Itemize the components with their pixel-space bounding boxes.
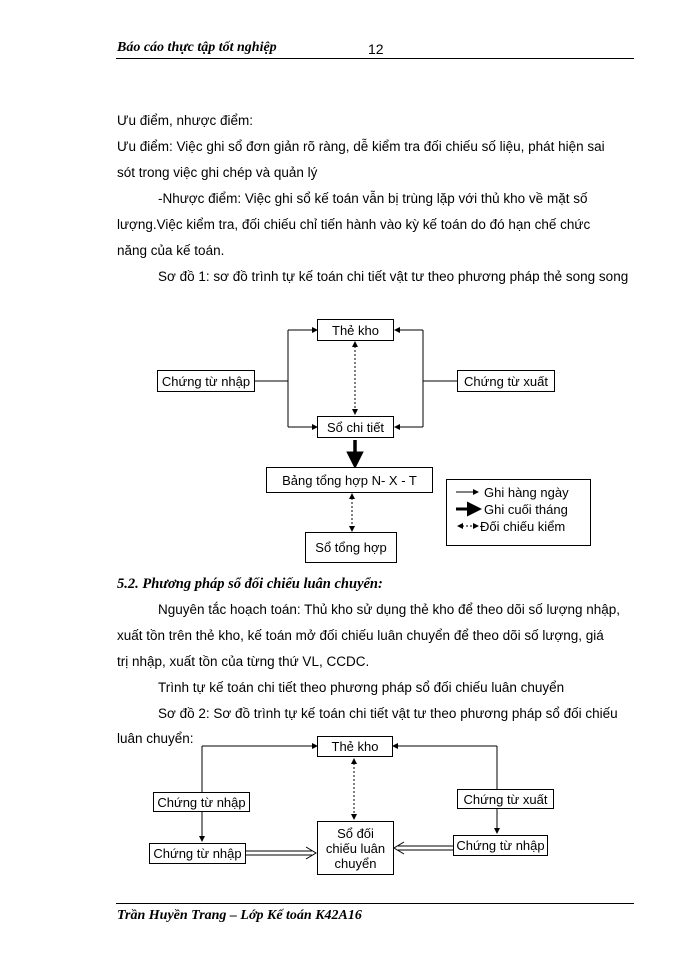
box-chung-tu-nhap-3: Chứng từ nhập	[453, 835, 548, 856]
footer-rule	[116, 903, 634, 904]
box-chung-tu-nhap-2: Chứng từ nhập	[149, 843, 246, 864]
so-doi-chieu-line3: chuyển	[334, 855, 377, 871]
box-bang-tong-hop: Bảng tổng hợp N- X - T	[266, 467, 433, 493]
header-title: Báo cáo thực tập tốt nghiệp	[117, 40, 277, 55]
paragraph: Trình tự kế toán chi tiết theo phương pháp sổ đối chiếu luân chuyển	[158, 680, 565, 695]
paragraph: xuất tồn trên thẻ kho, kế toán mở đối chiếu luân chuyển để theo dõi số lượng, giá	[117, 628, 604, 643]
so-doi-chieu-line1: Sổ đối	[337, 825, 374, 841]
paragraph: năng của kế toán.	[117, 243, 225, 258]
box-chung-tu-xuat-2: Chứng từ xuất	[457, 789, 554, 809]
box-so-doi-chieu	[317, 821, 394, 875]
diagram-caption: Sơ đồ 1: sơ đồ trình tự kế toán chi tiết vật tư theo phương pháp thẻ song song	[158, 269, 629, 284]
section-heading: 5.2. Phương pháp sổ đối chiếu luân chuyển:	[117, 576, 383, 592]
box-chung-tu-nhap: Chứng từ nhập	[157, 370, 255, 392]
paragraph: Ưu điểm: Việc ghi sổ đơn giản rõ ràng, dễ kiểm tra đối chiếu số liệu, phát hiện sai	[117, 139, 605, 154]
box-chung-tu-nhap-1: Chứng từ nhập	[153, 792, 250, 812]
legend-monthly: Ghi cuối tháng	[484, 502, 568, 517]
paragraph: lượng.Việc kiểm tra, đối chiếu chỉ tiến hành vào kỳ kế toán do đó hạn chế chức	[117, 217, 591, 232]
paragraph: sót trong việc ghi chép và quản lý	[117, 165, 318, 180]
box-the-kho-2: Thẻ kho	[317, 736, 393, 757]
paragraph: luân chuyển:	[117, 731, 194, 746]
paragraph: Ưu điểm, nhược điểm:	[117, 113, 253, 128]
footer-text: Trần Huyền Trang – Lớp Kế toán K42A16	[117, 908, 362, 923]
so-doi-chieu-line2: chiếu luân	[325, 840, 386, 856]
diagram-caption: Sơ đồ 2: Sơ đồ trình tự kế toán chi tiết vật tư theo phương pháp sổ đối chiếu	[158, 706, 618, 721]
legend-reconcile: Đối chiếu kiểm	[480, 519, 566, 534]
legend-daily: Ghi hàng ngày	[484, 485, 569, 500]
box-chung-tu-xuat: Chứng từ xuất	[457, 370, 555, 392]
box-so-chi-tiet: Sổ chi tiết	[317, 416, 394, 438]
paragraph: Nguyên tắc hoạch toán: Thủ kho sử dụng thẻ kho để theo dõi số lượng nhập,	[158, 602, 620, 617]
box-so-tong-hop: Sổ tổng hợp	[305, 532, 397, 563]
paragraph: trị nhập, xuất tồn của từng thứ VL, CCDC.	[117, 654, 370, 669]
paragraph: -Nhược điểm: Việc ghi sổ kế toán vẫn bị trùng lặp với thủ kho về mặt số	[158, 191, 588, 206]
box-the-kho: Thẻ kho	[317, 319, 394, 341]
page-number: 12	[368, 41, 384, 57]
